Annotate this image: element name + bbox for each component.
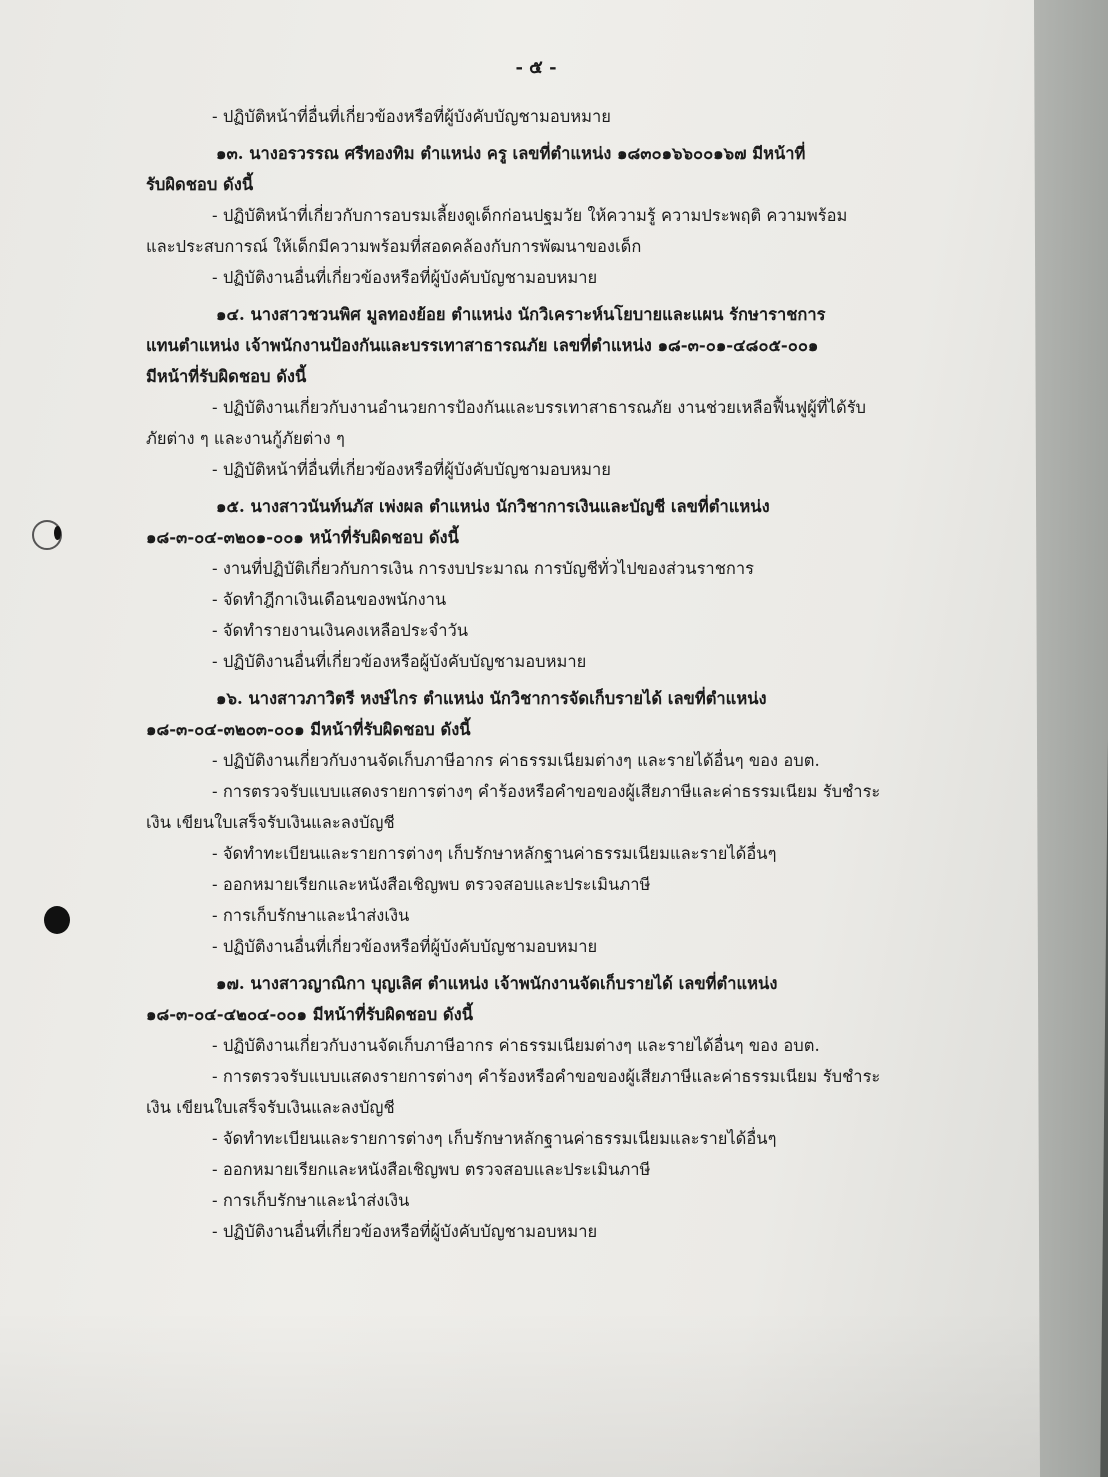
duty-item: - การตรวจรับแบบแสดงรายการต่างๆ คำร้องหรือคำขอของผู้เสียภาษีและค่าธรรมเนียม รับชำระ [212,782,881,801]
page-number: - ๕ - [515,57,557,78]
duty-item: - การเก็บรักษาและนำส่งเงิน [212,1191,410,1210]
duty-item: - จัดทำทะเบียนและรายการต่างๆ เก็บรักษาหลักฐานค่าธรรมเนียมและรายได้อื่นๆ [212,844,777,863]
section-heading: ๑๕. นางสาวนันท์นภัส เพ่งผล ตำแหน่ง นักวิชาการเงินและบัญชี เลขที่ตำแหน่ง [216,497,770,516]
duty-item: - ปฏิบัติงานอื่นที่เกี่ยวข้องหรือผู้บังคับบัญชามอบหมาย [212,652,587,671]
duty-item: - ปฏิบัติงานอื่นที่เกี่ยวข้องหรือที่ผู้บังคับบัญชามอบหมาย [212,1222,598,1241]
duty-item: - ปฏิบัติหน้าที่อื่นที่เกี่ยวข้องหรือที่ผู้บังคับบัญชามอบหมาย [212,107,611,126]
section-heading-continued: ๑๘-๓-๐๔-๓๒๐๓-๐๐๑ มีหน้าที่รับผิดชอบ ดังนี้ [146,720,471,739]
duty-item: - ปฏิบัติงานเกี่ยวกับงานจัดเก็บภาษีอากร ค่าธรรมเนียมต่างๆ และรายได้อื่นๆ ของ อบต. [212,751,820,770]
duty-item-continued: ภัยต่าง ๆ และงานกู้ภัยต่าง ๆ [146,429,345,448]
section-heading: ๑๗. นางสาวญาณิกา บุญเลิศ ตำแหน่ง เจ้าพนักงานจัดเก็บรายได้ เลขที่ตำแหน่ง [216,974,778,993]
duty-item: - จัดทำรายงานเงินคงเหลือประจำวัน [212,621,469,640]
section-heading: ๑๔. นางสาวชวนพิศ มูลทองย้อย ตำแหน่ง นักวิเคราะห์นโยบายและแผน รักษาราชการ [216,305,826,324]
duty-item: - ออกหมายเรียกและหนังสือเชิญพบ ตรวจสอบและประเมินภาษี [212,1160,651,1179]
duty-item: - ปฏิบัติหน้าที่อื่นที่เกี่ยวข้องหรือที่ผู้บังคับบัญชามอบหมาย [212,460,611,479]
duty-item-continued: เงิน เขียนใบเสร็จรับเงินและลงบัญชี [146,813,395,832]
duty-item: - ปฏิบัติงานอื่นที่เกี่ยวข้องหรือที่ผู้บังคับบัญชามอบหมาย [212,937,598,956]
section-heading-continued: ๑๘-๓-๐๔-๔๒๐๔-๐๐๑ มีหน้าที่รับผิดชอบ ดังนี้ [146,1005,473,1024]
duty-item: - ปฏิบัติงานเกี่ยวกับงานอำนวยการป้องกันและบรรเทาสาธารณภัย งานช่วยเหลือฟื้นฟูผู้ที่ได้รับ [212,398,867,417]
duty-item: - ปฏิบัติงานอื่นที่เกี่ยวข้องหรือที่ผู้บังคับบัญชามอบหมาย [212,268,598,287]
section-heading-continued: มีหน้าที่รับผิดชอบ ดังนี้ [146,367,307,386]
page-shadow [0,1310,1040,1477]
duty-item-continued: และประสบการณ์ ให้เด็กมีความพร้อมที่สอดคล้องกับการพัฒนาของเด็ก [146,237,642,256]
document-body [146,52,926,1247]
duty-item: - ออกหมายเรียกและหนังสือเชิญพบ ตรวจสอบและประเมินภาษี [212,875,651,894]
document-lines [146,101,926,1247]
duty-item: - จัดทำฎีกาเงินเดือนของพนักงาน [212,590,447,609]
duty-item: - งานที่ปฏิบัติเกี่ยวกับการเงิน การงบประมาณ การบัญชีทั่วไปของส่วนราชการ [212,559,755,578]
duty-item: - จัดทำทะเบียนและรายการต่างๆ เก็บรักษาหลักฐานค่าธรรมเนียมและรายได้อื่นๆ [212,1129,777,1148]
section-heading: ๑๖. นางสาวภาวิตรี หงษ์ไกร ตำแหน่ง นักวิชาการจัดเก็บรายได้ เลขที่ตำแหน่ง [216,689,767,708]
duty-item: - การเก็บรักษาและนำส่งเงิน [212,906,410,925]
duty-item: - ปฏิบัติงานเกี่ยวกับงานจัดเก็บภาษีอากร ค่าธรรมเนียมต่างๆ และรายได้อื่นๆ ของ อบต. [212,1036,820,1055]
punch-hole-top-mark [54,526,61,540]
section-heading-continued: รับผิดชอบ ดังนี้ [146,175,254,194]
section-heading-continued: แทนตำแหน่ง เจ้าพนักงานป้องกันและบรรเทาสาธารณภัย เลขที่ตำแหน่ง ๑๘-๓-๐๑-๔๘๐๕-๐๐๑ [146,336,819,355]
punch-hole-bottom [44,906,70,934]
duty-item: - ปฏิบัติหน้าที่เกี่ยวกับการอบรมเลี้ยงดูเด็กก่อนปฐมวัย ให้ความรู้ ความประพฤติ ความพร้อม [212,206,848,225]
section-heading: ๑๓. นางอรวรรณ ศรีทองทิม ตำแหน่ง ครู เลขที่ตำแหน่ง ๑๘๓๐๑๖๖๐๐๑๖๗ มีหน้าที่ [216,144,806,163]
duty-item: - การตรวจรับแบบแสดงรายการต่างๆ คำร้องหรือคำขอของผู้เสียภาษีและค่าธรรมเนียม รับชำระ [212,1067,881,1086]
duty-item-continued: เงิน เขียนใบเสร็จรับเงินและลงบัญชี [146,1098,395,1117]
section-heading-continued: ๑๘-๓-๐๔-๓๒๐๑-๐๐๑ หน้าที่รับผิดชอบ ดังนี้ [146,528,459,547]
